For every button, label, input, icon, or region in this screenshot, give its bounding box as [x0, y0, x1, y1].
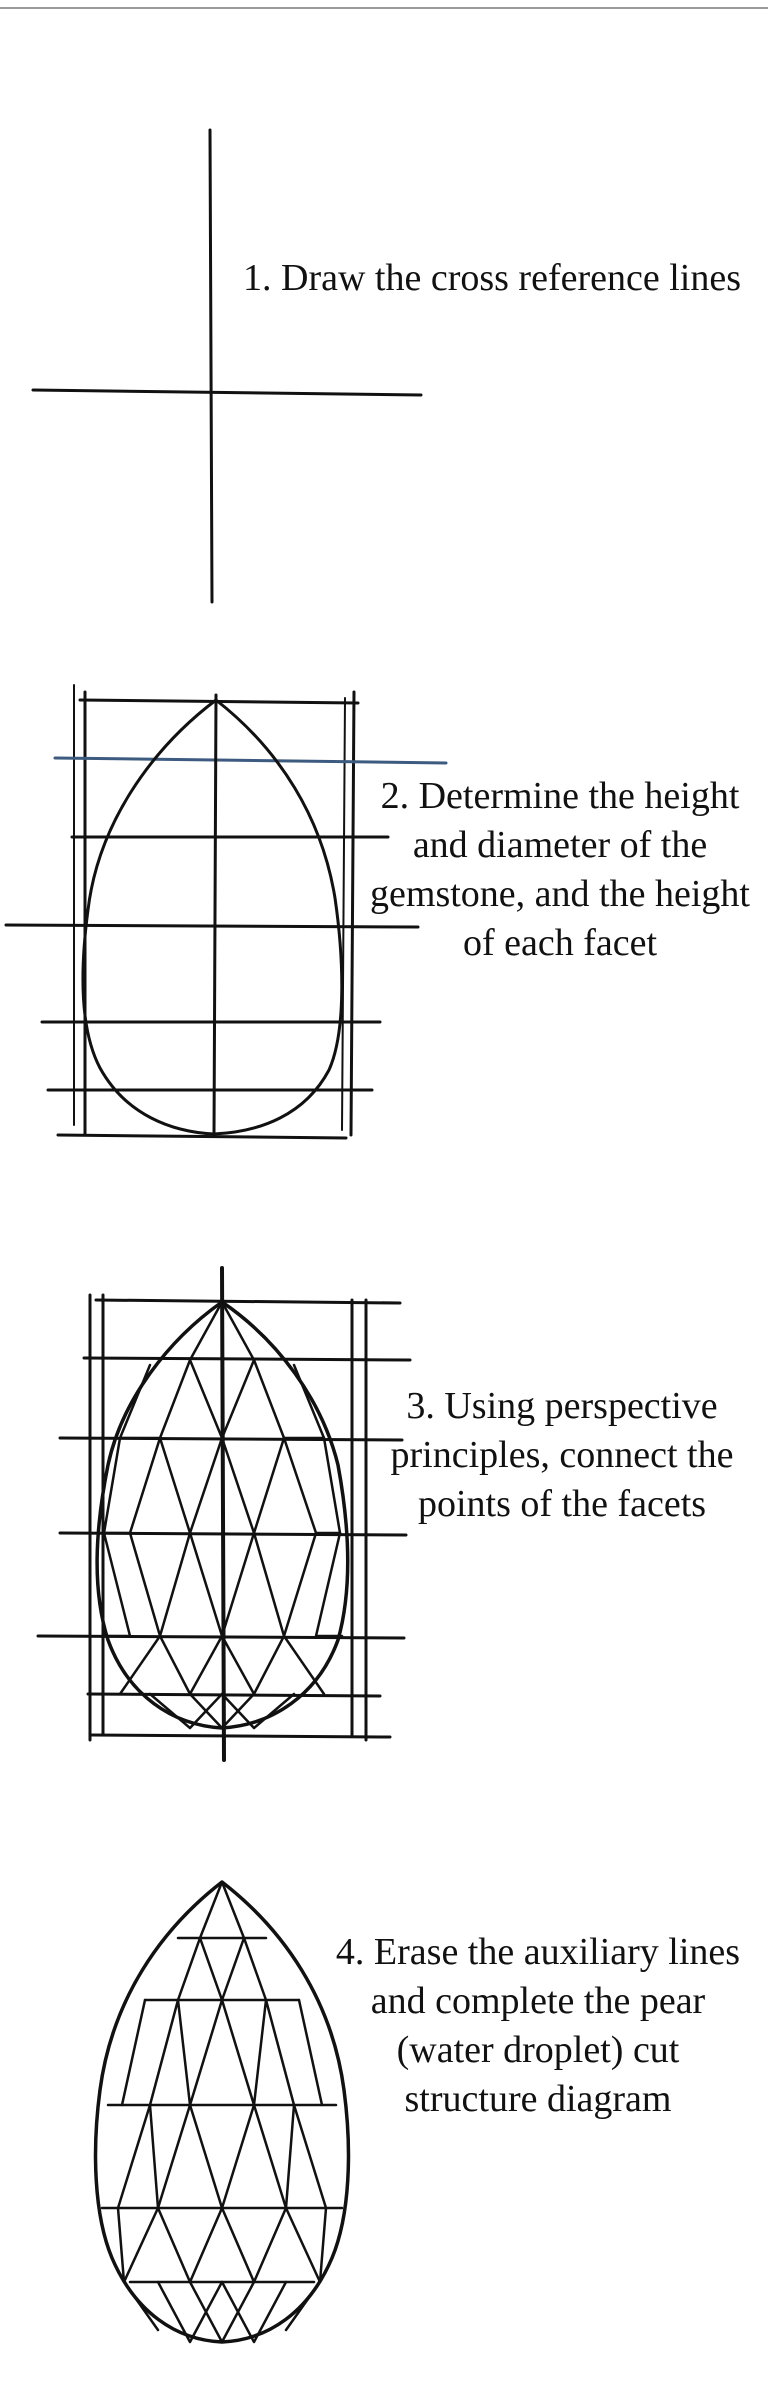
step-2-line-4: of each facet — [462, 922, 658, 964]
bottom-line — [58, 1135, 346, 1138]
vertical-axis — [214, 695, 216, 1135]
step-3-line-3: points of the facets — [417, 1483, 707, 1525]
cross-reference-lines-sketch — [0, 0, 768, 640]
step-4 — [0, 1820, 768, 2407]
step-4-line-1: 4. Erase the auxiliary lines — [335, 1931, 741, 1973]
step-4-line-3: (water droplet) cut — [396, 2029, 680, 2071]
step-1-line-1: 1. Draw the cross reference lines — [243, 257, 741, 299]
step-2-caption — [360, 772, 760, 968]
step-4-caption — [318, 1928, 758, 2124]
horizontal-reference-line — [33, 390, 421, 395]
step-3-line-2: principles, connect the — [390, 1434, 734, 1476]
step-2-line-3: gemstone, and the height — [370, 873, 750, 915]
center-line — [6, 925, 418, 927]
step-4-line-4: structure diagram — [404, 2078, 672, 2120]
step-4-line-2: and complete the pear — [370, 1980, 706, 2022]
step-3-caption — [372, 1382, 752, 1529]
step-3 — [0, 1200, 768, 1820]
box-right-line — [351, 692, 354, 1135]
step-2-line-1: 2. Determine the height — [380, 775, 740, 817]
pear-cut-outline — [96, 1882, 349, 2342]
step-1 — [0, 0, 768, 640]
step-2-line-2: and diameter of the — [412, 824, 708, 866]
step-3-line-1: 3. Using perspective — [406, 1385, 718, 1427]
vertical-reference-line — [210, 130, 212, 602]
step-2 — [0, 640, 768, 1200]
pear-outline — [83, 700, 342, 1134]
girdle-accent-line — [55, 758, 446, 763]
step-1-caption — [232, 254, 752, 303]
